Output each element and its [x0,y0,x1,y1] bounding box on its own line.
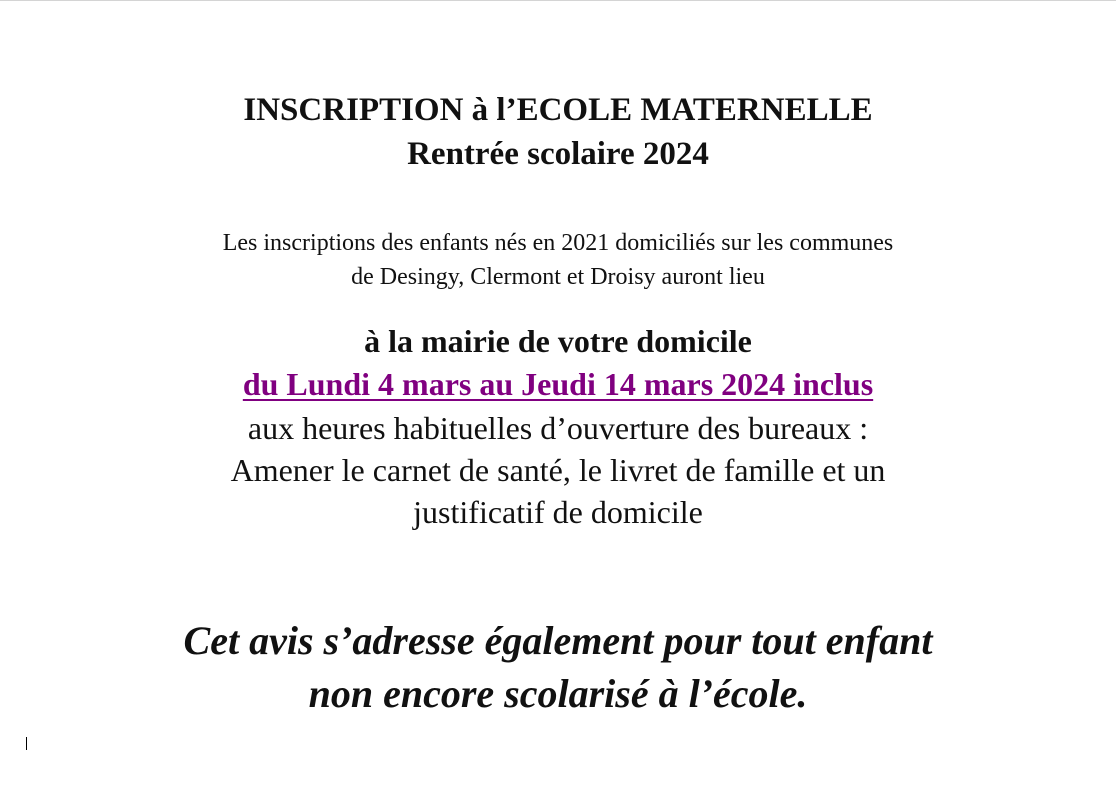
intro-line-1: Les inscriptions des enfants nés en 2021 domiciliés sur les communes [222,230,894,256]
intro-line-2: de Desingy, Clermont et Droisy auront lieu [351,264,765,290]
documents-line-1: Amener le carnet de santé, le livret de famille et un [230,452,886,488]
notice-line-1: Cet avis s’adresse également pour tout enfant [183,618,933,663]
documents-line-2: justificatif de domicile [413,494,703,530]
notice-line-2: non encore scolarisé à l’école. [308,671,808,716]
heading-subtitle: Rentrée scolaire 2024 [407,136,709,172]
text-cursor [26,737,27,750]
location-line: à la mairie de votre domicile [364,323,752,359]
heading-title: INSCRIPTION à l’ECOLE MATERNELLE [243,92,873,128]
registration-dates: du Lundi 4 mars au Jeudi 14 mars 2024 inclus [242,366,874,402]
opening-hours-line: aux heures habituelles d’ouverture des bureaux : [247,410,869,446]
